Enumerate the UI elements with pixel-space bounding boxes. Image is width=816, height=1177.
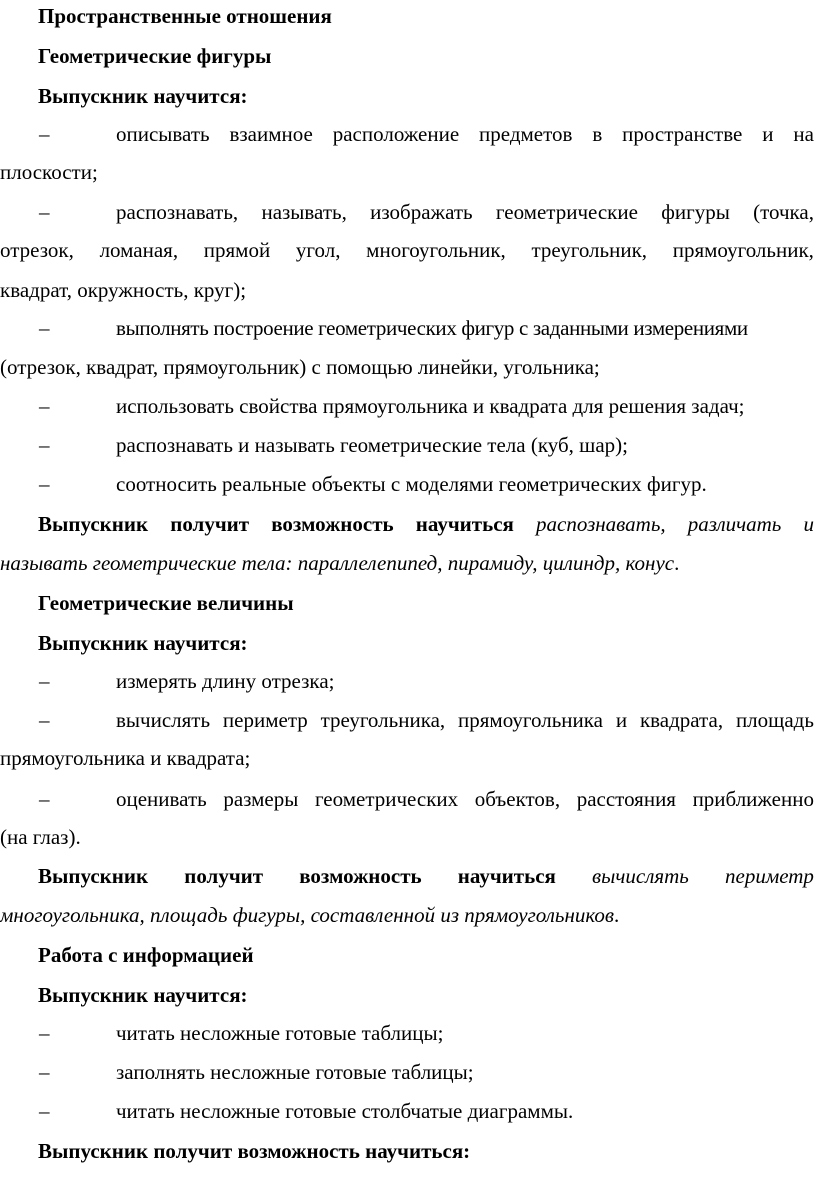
list-bullet: –: [39, 122, 50, 146]
heading-spatial-relations: Пространственные отношения: [38, 4, 332, 28]
period: .: [674, 551, 680, 575]
list-bullet: –: [39, 200, 50, 224]
list-item-continuation: прямоугольника и квадрата;: [0, 746, 251, 770]
list-item-text: распознавать и называть геометрические тела (куб, шар);: [116, 433, 628, 457]
heading-will-learn-2: Выпускник научится:: [38, 631, 248, 655]
list-item-continuation: отрезок, ломаная, прямой угол, многоугольник, треугольник, прямоугольник,: [0, 238, 814, 262]
list-bullet: –: [39, 1060, 50, 1084]
list-bullet: –: [39, 669, 50, 693]
opportunity-word: научиться: [457, 864, 556, 888]
list-item-text: измерять длину отрезка;: [116, 669, 335, 693]
list-bullet: –: [39, 394, 50, 418]
list-bullet: –: [39, 1099, 50, 1123]
opportunity-italic-word: периметр: [725, 864, 814, 888]
list-item-continuation: плоскости;: [0, 160, 98, 184]
opportunity-italic-text: называть геометрические тела: параллелепипед, пирамиду, цилиндр, конус: [0, 551, 675, 575]
opportunity-paragraph-1: Выпускник получит возможность научиться распознавать, различать и: [38, 512, 814, 536]
list-item-text: оценивать размеры геометрических объектов, расстояния приближенно: [116, 787, 814, 811]
opportunity-paragraph-2: [38, 863, 814, 889]
list-item-text: соотносить реальные объекты с моделями геометрических фигур.: [116, 472, 707, 496]
list-item-text: читать несложные готовые таблицы;: [116, 1021, 444, 1045]
list-item-text: заполнять несложные готовые таблицы;: [116, 1060, 474, 1084]
list-item-text: читать несложные готовые столбчатые диаграммы.: [116, 1099, 574, 1123]
heading-geometric-figures: Геометрические фигуры: [38, 44, 272, 68]
opportunity-word: Выпускник: [38, 864, 149, 888]
heading-will-learn-3: Выпускник научится:: [38, 983, 248, 1007]
list-bullet: –: [39, 1021, 50, 1045]
list-bullet: –: [39, 316, 50, 340]
opportunity-italic-word: вычислять: [592, 864, 689, 888]
opportunity-paragraph-2-continuation: [0, 902, 619, 928]
heading-will-learn-1: Выпускник научится:: [38, 84, 248, 108]
opportunity-paragraph-1-continuation: [0, 550, 679, 576]
list-item-text: выполнять построение геометрических фигур с заданными измерениями: [116, 316, 748, 340]
list-bullet: –: [39, 787, 50, 811]
list-item-text: вычислять периметр треугольника, прямоугольника и квадрата, площадь: [116, 708, 814, 732]
list-item-text: распознавать, называть, изображать геометрические фигуры (точка,: [116, 200, 814, 224]
opportunity-word: возможность: [299, 864, 422, 888]
heading-opportunity-3: Выпускник получит возможность научиться:: [38, 1139, 471, 1163]
period: .: [614, 903, 620, 927]
opportunity-word: получит: [184, 864, 264, 888]
list-item-continuation: квадрат, окружность, круг);: [0, 278, 247, 302]
list-item-continuation: (на глаз).: [0, 825, 81, 849]
list-bullet: –: [39, 708, 50, 732]
list-bullet: –: [39, 433, 50, 457]
list-item-text: использовать свойства прямоугольника и квадрата для решения задач;: [116, 394, 745, 418]
heading-working-with-information: Работа с информацией: [38, 943, 254, 967]
list-item-continuation: (отрезок, квадрат, прямоугольник) с помощью линейки, угольника;: [0, 355, 600, 379]
opportunity-italic-text: многоугольника, площадь фигуры, составленной из прямоугольников: [0, 903, 615, 927]
heading-geometric-quantities: Геометрические величины: [38, 591, 294, 615]
list-item-text: описывать взаимное расположение предметов в пространстве и на: [116, 122, 814, 146]
list-bullet: –: [39, 472, 50, 496]
